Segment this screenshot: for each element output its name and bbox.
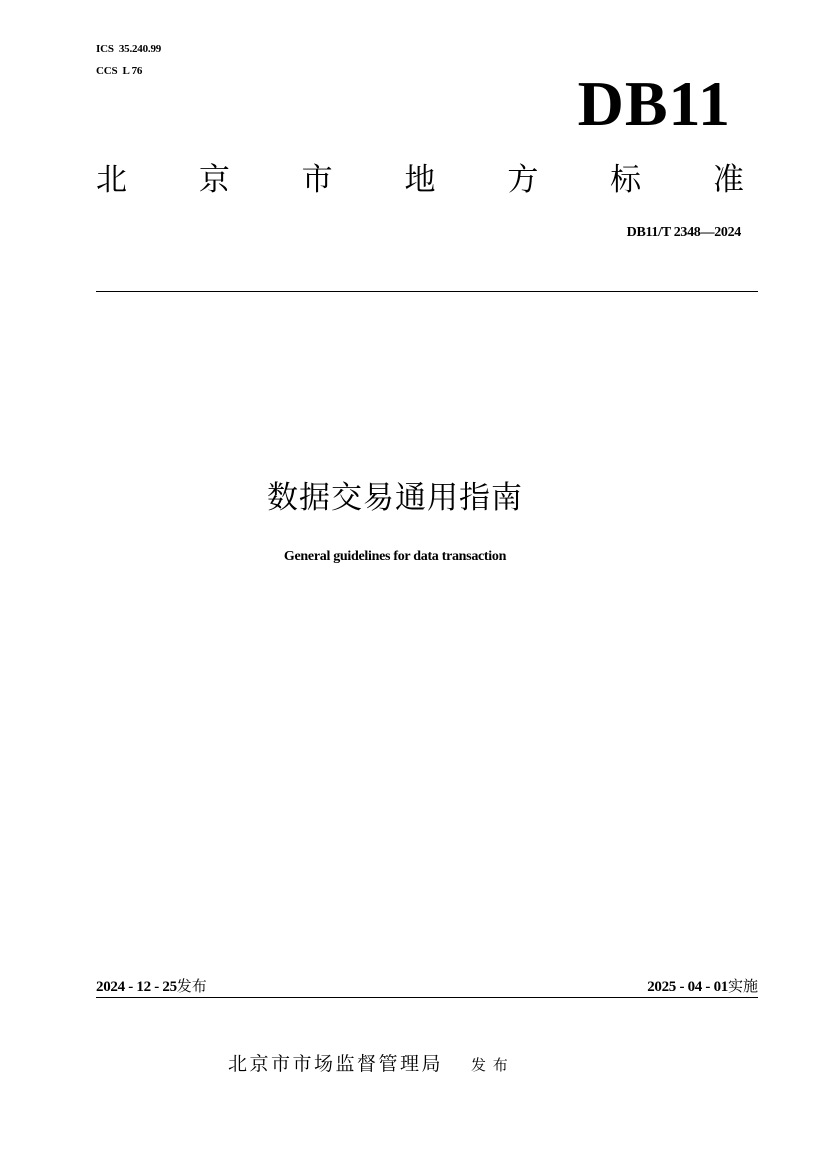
publisher-name: 北京市市场监督管理局 [228,1053,444,1075]
standard-type [96,160,744,200]
dates-row [96,976,758,997]
standard-type-char: 京 [198,162,230,198]
standard-type-char: 地 [404,162,436,198]
standard-type-char: 北 [96,162,127,198]
standard-prefix: DB11 [577,68,731,139]
standard-type-char: 准 [712,162,744,198]
standard-type-char: 标 [610,162,642,198]
release-info [96,976,207,997]
publisher [228,1052,509,1077]
release-label: 发布 [176,977,207,995]
implementation-date: 2025 - 04 - 01 [647,979,728,995]
publisher-action: 发 布 [471,1056,509,1074]
dates-divider [96,997,758,998]
release-date: 2024 - 12 - 25 [96,979,177,995]
document-title: 数据交易通用指南 [267,480,523,516]
ics-code: ICS 35.240.99 [96,43,162,55]
standard-type-char: 方 [507,162,539,198]
document-title-english: General guidelines for data transaction [283,549,507,564]
implementation-info [647,976,758,997]
standard-number: DB11/T 2348—2024 [626,225,741,240]
implementation-label: 实施 [727,977,758,995]
ccs-code: CCS L 76 [96,65,143,77]
standard-type-char: 市 [301,162,333,198]
header-divider [96,291,758,292]
